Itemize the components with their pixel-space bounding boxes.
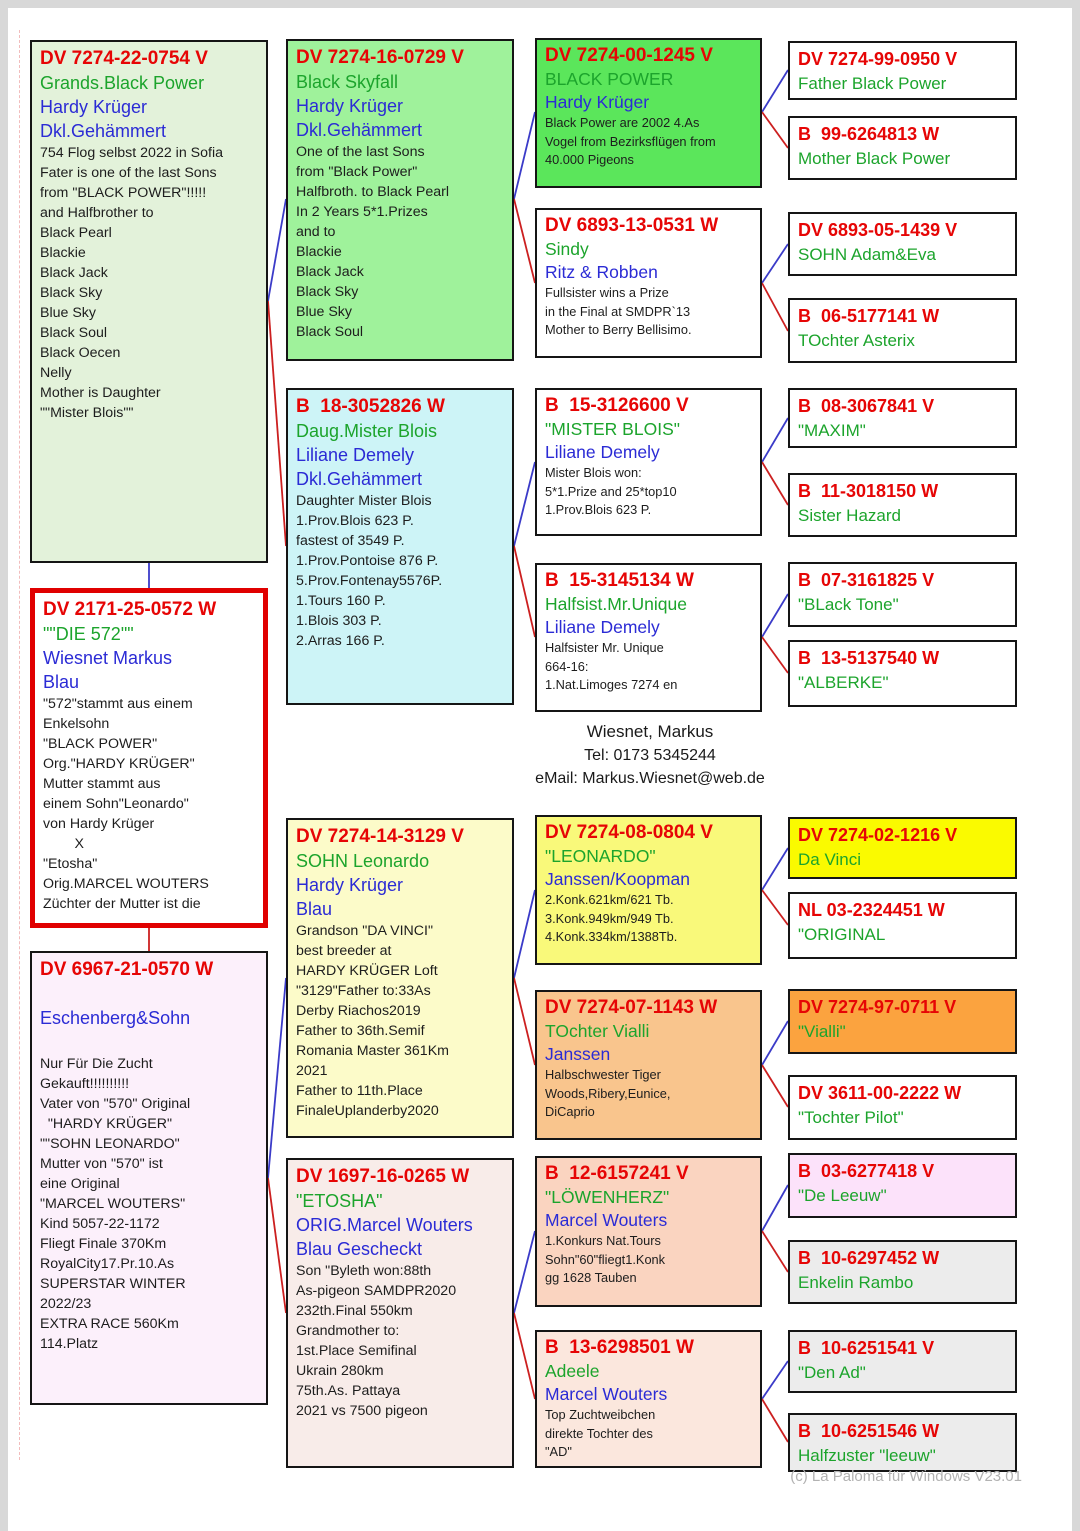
note-line: Black Sky <box>40 285 103 301</box>
note-line: Mutter stammt aus <box>43 776 161 792</box>
note-line: Enkelsohn <box>43 716 110 732</box>
note-line: Black Soul <box>296 324 364 340</box>
note-line: Woods,Ribery,Eunice, <box>545 1085 671 1101</box>
note-line: Father to 36th.Semif <box>296 1023 425 1039</box>
sire-connector-line <box>514 112 535 199</box>
note-line: 232th.Final 550km <box>296 1303 413 1319</box>
note-line: 2021 <box>296 1063 328 1079</box>
note-line: "AD" <box>545 1444 572 1459</box>
note-line: 2022/23 <box>40 1296 92 1312</box>
note-line: Nelly <box>40 365 72 381</box>
breeder-name: Hardy Krüger <box>40 97 148 117</box>
pedigree-box-g4-9 <box>788 817 1017 879</box>
breeder-name: Hardy Krüger <box>296 875 404 895</box>
pedigree-box-g3-4 <box>535 563 762 712</box>
pigeon-name: Da Vinci <box>798 850 861 869</box>
ring-number: B 13-6298501 W <box>545 1337 694 1358</box>
pedigree-box-g1-sire <box>30 40 268 563</box>
pigeon-name: Mother Black Power <box>798 149 951 168</box>
dam-connector-line <box>514 978 535 1065</box>
note-line: Blue Sky <box>296 304 352 320</box>
note-line: direkte Tochter des <box>545 1425 653 1441</box>
note-line: In 2 Years 5*1.Prizes <box>296 204 428 220</box>
note-line: Daughter Mister Blois <box>296 493 432 509</box>
ring-number: NL 03-2324451 W <box>798 900 945 920</box>
breeder-name: Ritz & Robben <box>545 262 658 282</box>
dam-connector-line <box>762 283 788 331</box>
pedigree-box-g4-8 <box>788 640 1017 707</box>
note-line: FinaleUplanderby2020 <box>296 1103 439 1119</box>
dam-connector-line <box>268 1178 286 1313</box>
note-line: Vogel from Bezirksflügen from <box>545 133 716 149</box>
pedigree-box-g2-3 <box>286 818 514 1138</box>
pedigree-box-g4-5 <box>788 388 1017 448</box>
note-line: 2021 vs 7500 pigeon <box>296 1403 428 1419</box>
breeder-name: Wiesnet Markus <box>43 648 173 668</box>
sire-connector-line <box>514 462 535 546</box>
note-line: Ukrain 280km <box>296 1363 384 1379</box>
pedigree-box-g3-2 <box>535 208 762 358</box>
note-line: "HARDY KRÜGER" <box>40 1116 173 1132</box>
note-line: DiCaprio <box>545 1104 595 1119</box>
blank-line <box>40 982 258 1006</box>
breeder-contact-phone: Tel: 0173 5345244 <box>584 747 716 764</box>
breeder-contact-email: eMail: Markus.Wiesnet@web.de <box>535 770 765 787</box>
note-line: ""SOHN LEONARDO" <box>40 1136 180 1152</box>
ring-number: B 11-3018150 W <box>798 481 939 501</box>
blank-line <box>40 1030 258 1054</box>
pedigree-box-g4-13 <box>788 1153 1017 1218</box>
pedigree-box-g2-4 <box>286 1158 514 1468</box>
note-line: Father to 11th.Place <box>296 1083 423 1099</box>
pedigree-box-g4-14 <box>788 1240 1017 1304</box>
breeder-name: Liliane Demely <box>545 442 660 462</box>
note-line: Mutter von "570" ist <box>40 1156 163 1172</box>
ring-number: B 18-3052826 W <box>296 396 445 417</box>
pedigree-box-g4-10 <box>788 892 1017 959</box>
pigeon-name: TOchter Asterix <box>798 331 915 350</box>
note-line: best breeder at <box>296 943 392 959</box>
note-line: Black Soul <box>40 325 108 341</box>
pigeon-name: "LÖWENHERZ" <box>545 1187 670 1207</box>
sire-connector-line <box>762 1361 788 1399</box>
ring-number: DV 6893-13-0531 W <box>545 215 719 236</box>
dam-connector-line <box>762 1231 788 1272</box>
sire-connector-line <box>762 1185 788 1231</box>
ring-number: DV 7274-97-0711 V <box>798 997 957 1017</box>
ring-number: B 06-5177141 W <box>798 306 940 326</box>
note-line: Black Sky <box>296 284 359 300</box>
dam-connector-line <box>514 1313 535 1399</box>
note-line: "Etosha" <box>43 856 98 872</box>
note-line: 75th.As. Pattaya <box>296 1383 401 1399</box>
ring-number: B 12-6157241 V <box>545 1163 689 1184</box>
note-line: SUPERSTAR WINTER <box>40 1276 186 1292</box>
note-line: Mister Blois won: <box>545 465 642 480</box>
pedigree-box-g4-7 <box>788 562 1017 627</box>
note-line: 2.Arras 166 P. <box>296 633 385 649</box>
pigeon-name: SOHN Leonardo <box>296 851 430 871</box>
ring-number: B 15-3145134 W <box>545 570 694 591</box>
note-line: Derby Riachos2019 <box>296 1003 421 1019</box>
note-line: 1.Prov.Pontoise 876 P. <box>296 553 439 569</box>
note-line: Sohn"60"fliegt1.Konk <box>545 1251 666 1267</box>
note-line: "3129"Father to:33As <box>296 983 431 999</box>
ring-number: B 15-3126600 V <box>545 395 689 416</box>
pigeon-name: BLACK POWER <box>545 69 674 89</box>
pigeon-name: "MISTER BLOIS" <box>545 419 680 439</box>
pedigree-box-g3-8 <box>535 1330 762 1468</box>
note-line: 114.Platz <box>40 1336 99 1352</box>
pigeon-name: "ALBERKE" <box>798 673 889 692</box>
note-line: 754 Flog selbst 2022 in Sofia <box>40 145 223 161</box>
note-line: Org."HARDY KRÜGER" <box>43 756 195 772</box>
ring-number: B 08-3067841 V <box>798 396 935 416</box>
sire-connector-line <box>268 978 286 1178</box>
pedigree-box-g4-1 <box>788 41 1017 100</box>
pedigree-box-g0-subject <box>30 588 268 928</box>
pedigree-box-g4-3 <box>788 212 1017 276</box>
ring-number: DV 6967-21-0570 W <box>40 959 214 980</box>
note-line: and Halfbrother to <box>40 205 154 221</box>
pigeon-name: TOchter Vialli <box>545 1021 650 1041</box>
breeder-name: Hardy Krüger <box>545 92 650 112</box>
ring-number: DV 7274-07-1143 W <box>545 997 718 1018</box>
note-line: Black Jack <box>40 265 108 281</box>
note-line: fastest of 3549 P. <box>296 533 405 549</box>
pedigree-box-g3-3 <box>535 388 762 536</box>
pedigree-box-g3-1 <box>535 38 762 188</box>
pedigree-box-g3-7 <box>535 1156 762 1307</box>
pedigree-box-g4-16 <box>788 1413 1017 1472</box>
note-line: Fater is one of the last Sons <box>40 165 217 181</box>
note-line: Son "Byleth won:88th <box>296 1263 432 1279</box>
note-line: Kind 5057-22-1172 <box>40 1216 160 1232</box>
ring-number: DV 6893-05-1439 V <box>798 220 958 240</box>
note-line: and to <box>296 224 336 240</box>
dam-connector-line <box>762 890 788 925</box>
pigeon-name: "MAXIM" <box>798 421 866 440</box>
pedigree-box-g4-4 <box>788 298 1017 363</box>
pigeon-name: Halfsist.Mr.Unique <box>545 594 687 614</box>
breeder-name: Eschenberg&Sohn <box>40 1008 191 1028</box>
note-line: in the Final at SMDPR`13 <box>545 303 691 319</box>
breeder-contact-name: Wiesnet, Markus <box>586 722 714 741</box>
note-line: 5*1.Prize and 25*top10 <box>545 483 677 499</box>
sire-connector-line <box>762 418 788 462</box>
sire-connector-line <box>762 244 788 283</box>
pedigree-box-g4-15 <box>788 1330 1017 1393</box>
sire-connector-line <box>268 199 286 301</box>
color-description: Dkl.Gehämmert <box>296 469 423 489</box>
dam-connector-line <box>762 1399 788 1442</box>
color-description: Blau <box>43 672 80 692</box>
ring-number: B 13-5137540 W <box>798 648 940 668</box>
note-line: Blackie <box>296 244 342 260</box>
pedigree-box-g4-2 <box>788 116 1017 180</box>
note-line: Top Zuchtweibchen <box>545 1407 656 1422</box>
pedigree-box-g4-6 <box>788 473 1017 537</box>
sire-connector-line <box>762 594 788 637</box>
note-line: 4.Konk.334km/1388Tb. <box>545 929 678 944</box>
breeder-name: ORIG.Marcel Wouters <box>296 1215 473 1235</box>
note-line: HARDY KRÜGER Loft <box>296 963 438 979</box>
note-line: Mother is Daughter <box>40 385 161 401</box>
pigeon-name: Adeele <box>545 1361 600 1381</box>
pigeon-name: ""DIE 572"" <box>43 624 134 644</box>
pigeon-name: "LEONARDO" <box>545 846 656 866</box>
software-credit: (c) La Paloma für Windows V23.01 <box>790 1468 1022 1485</box>
ring-number: B 99-6264813 W <box>798 124 940 144</box>
note-line: Black Jack <box>296 264 364 280</box>
ring-number: DV 7274-99-0950 V <box>798 49 958 69</box>
ring-number: B 03-6277418 V <box>798 1161 935 1181</box>
ring-number: B 10-6251541 V <box>798 1338 935 1358</box>
breeder-name: Marcel Wouters <box>545 1384 668 1404</box>
pigeon-name: Father Black Power <box>798 74 947 93</box>
note-line: One of the last Sons <box>296 144 425 160</box>
dam-connector-line <box>514 546 535 637</box>
pedigree-box-g3-6 <box>535 990 762 1140</box>
ring-number: DV 1697-16-0265 W <box>296 1166 470 1187</box>
pigeon-name: "Den Ad" <box>798 1363 866 1382</box>
note-line: "MARCEL WOUTERS" <box>40 1196 186 1212</box>
note-line: Fliegt Finale 370Km <box>40 1236 167 1252</box>
note-line: Black Power are 2002 4.As <box>545 115 700 130</box>
note-line: Orig.MARCEL WOUTERS <box>43 876 209 892</box>
ring-number: DV 2171-25-0572 W <box>43 599 217 620</box>
ring-number: DV 7274-14-3129 V <box>296 826 464 847</box>
pedigree-box-g4-11 <box>788 989 1017 1054</box>
note-line: Blue Sky <box>40 305 96 321</box>
sire-connector-line <box>762 70 788 112</box>
pigeon-name: Daug.Mister Blois <box>296 421 438 441</box>
pigeon-name: "ORIGINAL <box>798 925 886 944</box>
note-line: 1.Blois 303 P. <box>296 613 382 629</box>
sire-connector-line <box>514 1231 535 1313</box>
note-line: 5.Prov.Fontenay5576P. <box>296 573 443 589</box>
note-line: Grandmother to: <box>296 1323 400 1339</box>
dam-connector-line <box>762 462 788 505</box>
sire-connector-line <box>762 1021 788 1065</box>
dam-connector-line <box>268 301 286 546</box>
ring-number: DV 7274-22-0754 V <box>40 48 208 69</box>
note-line: Blackie <box>40 245 86 261</box>
note-line: Fullsister wins a Prize <box>545 285 669 300</box>
note-line: Romania Master 361Km <box>296 1043 449 1059</box>
pedigree-box-g2-1 <box>286 39 514 361</box>
note-line: Grandson "DA VINCI" <box>296 923 434 939</box>
note-line: 40.000 Pigeons <box>545 152 634 167</box>
note-line: 3.Konk.949km/949 Tb. <box>545 910 674 926</box>
pigeon-name: "Tochter Pilot" <box>798 1108 904 1127</box>
pigeon-name: SOHN Adam&Eva <box>798 245 936 264</box>
breeder-name: Janssen/Koopman <box>545 869 690 889</box>
note-line: ""Mister Blois"" <box>40 405 134 421</box>
note-line: X <box>43 836 85 852</box>
breeder-name: Liliane Demely <box>545 617 660 637</box>
color-description: Blau <box>296 899 333 919</box>
note-line: Halfsister Mr. Unique <box>545 640 664 655</box>
note-line: 1.Prov.Blois 623 P. <box>545 502 652 517</box>
color-description: Blau Gescheckt <box>296 1239 423 1259</box>
note-line: Black Pearl <box>40 225 112 241</box>
note-line: eine Original <box>40 1176 120 1192</box>
ring-number: B 10-6251546 W <box>798 1421 940 1441</box>
note-line: 1.Tours 160 P. <box>296 593 386 609</box>
note-line: Halbschwester Tiger <box>545 1067 661 1082</box>
dam-connector-line <box>514 199 535 283</box>
pigeon-name: Grands.Black Power <box>40 73 205 93</box>
note-line: Black Oecen <box>40 345 121 361</box>
dam-connector-line <box>762 112 788 148</box>
note-line: Nur Für Die Zucht <box>40 1056 153 1072</box>
pigeon-name: "ETOSHA" <box>296 1191 383 1211</box>
breeder-name: Janssen <box>545 1044 611 1064</box>
note-line: Züchter der Mutter ist die <box>43 896 201 912</box>
note-line: 2.Konk.621km/621 Tb. <box>545 892 674 907</box>
pedigree-box-g4-12 <box>788 1075 1017 1140</box>
note-line: Mother to Berry Bellisimo. <box>545 322 692 337</box>
pedigree-box-g1-dam <box>30 951 268 1405</box>
note-line: 1.Prov.Blois 623 P. <box>296 513 414 529</box>
sire-connector-line <box>514 890 535 978</box>
sire-connector-line <box>762 848 788 890</box>
pigeon-name: Halfzuster "leeuw" <box>798 1446 936 1465</box>
pedigree-box-g2-2 <box>286 388 514 705</box>
note-line: Halfbroth. to Black Pearl <box>296 184 449 200</box>
note-line: von Hardy Krüger <box>43 816 155 832</box>
ring-number: DV 3611-00-2222 W <box>798 1083 962 1103</box>
pigeon-name: Enkelin Rambo <box>798 1273 914 1292</box>
note-line: 1st.Place Semifinal <box>296 1343 417 1359</box>
pigeon-name: "Vialli" <box>798 1022 846 1041</box>
ring-number: B 10-6297452 W <box>798 1248 940 1268</box>
note-line: from "BLACK POWER"!!!!! <box>40 185 207 201</box>
breeder-name: Marcel Wouters <box>545 1210 668 1230</box>
breeder-name: Liliane Demely <box>296 445 415 465</box>
pigeon-name: "De Leeuw" <box>798 1186 887 1205</box>
ring-number: DV 7274-16-0729 V <box>296 47 464 68</box>
pedigree-box-g3-5 <box>535 815 762 965</box>
ring-number: DV 7274-00-1245 V <box>545 45 713 66</box>
pigeon-name: "BLack Tone" <box>798 595 899 614</box>
note-line: Vater von "570" Original <box>40 1096 191 1112</box>
note-line: einem Sohn"Leonardo" <box>43 796 189 812</box>
note-line: RoyalCity17.Pr.10.As <box>40 1256 175 1272</box>
note-line: "572"stammt aus einem <box>43 696 193 712</box>
note-line: Gekauft!!!!!!!!!! <box>40 1076 130 1092</box>
note-line: from "Black Power" <box>296 164 418 180</box>
breeder-contact-block <box>495 720 805 790</box>
note-line: 1.Nat.Limoges 7274 en <box>545 677 678 692</box>
ring-number: DV 7274-02-1216 V <box>798 825 958 845</box>
pigeon-name: Black Skyfall <box>296 72 399 92</box>
pigeon-name: Sindy <box>545 239 589 259</box>
note-line: As-pigeon SAMDPR2020 <box>296 1283 457 1299</box>
color-description: Dkl.Gehämmert <box>296 120 423 140</box>
note-line: 664-16: <box>545 658 589 674</box>
breeder-name: Hardy Krüger <box>296 96 404 116</box>
color-description: Dkl.Gehämmert <box>40 121 167 141</box>
pigeon-name: Sister Hazard <box>798 506 901 525</box>
note-line: 1.Konkurs Nat.Tours <box>545 1233 661 1248</box>
note-line: EXTRA RACE 560Km <box>40 1316 179 1332</box>
ring-number: DV 7274-08-0804 V <box>545 822 713 843</box>
dam-connector-line <box>762 1065 788 1107</box>
note-line: gg 1628 Tauben <box>545 1270 637 1285</box>
ring-number: B 07-3161825 V <box>798 570 935 590</box>
note-line: "BLACK POWER" <box>43 736 158 752</box>
dam-connector-line <box>762 637 788 673</box>
